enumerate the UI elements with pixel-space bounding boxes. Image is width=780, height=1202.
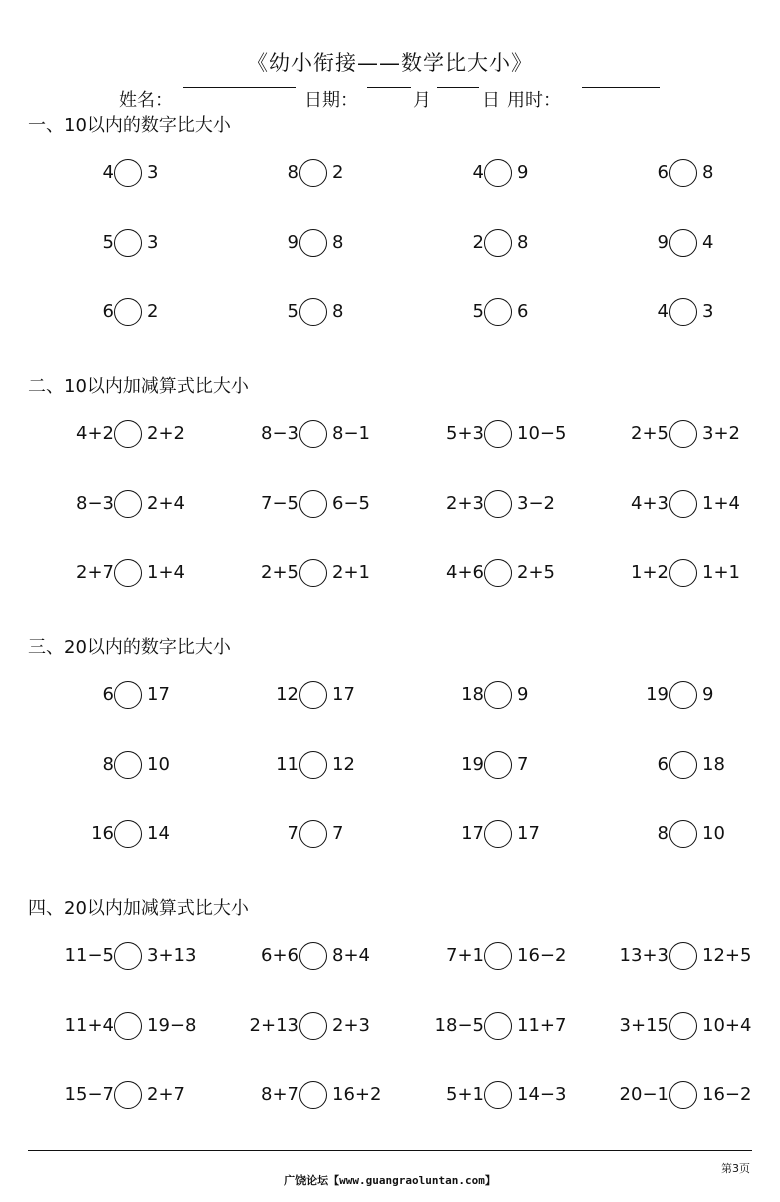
left-operand: 6 — [102, 684, 114, 705]
right-operand: 17 — [517, 823, 540, 844]
right-operand: 8 — [702, 162, 714, 183]
right-operand: 18 — [702, 754, 725, 775]
site-name: 广饶论坛【 — [284, 1174, 340, 1187]
answer-circle[interactable] — [114, 1081, 142, 1109]
answer-circle[interactable] — [114, 751, 142, 779]
right-operand: 11+7 — [517, 1015, 567, 1036]
right-operand: 6−5 — [332, 493, 370, 514]
right-operand: 8 — [332, 232, 344, 253]
right-operand: 10+4 — [702, 1015, 752, 1036]
answer-circle[interactable] — [484, 559, 512, 587]
right-operand: 16+2 — [332, 1084, 382, 1105]
answer-circle[interactable] — [114, 298, 142, 326]
right-operand: 14−3 — [517, 1084, 567, 1105]
time-blank[interactable] — [582, 87, 660, 88]
left-operand: 2+7 — [76, 562, 114, 583]
left-operand: 18−5 — [434, 1015, 484, 1036]
right-operand: 7 — [517, 754, 529, 775]
left-operand: 5 — [102, 232, 114, 253]
comparison-problem — [583, 296, 780, 328]
left-operand: 17 — [461, 823, 484, 844]
comparison-problem — [28, 818, 228, 850]
left-operand: 1+2 — [631, 562, 669, 583]
right-operand: 2 — [147, 301, 159, 322]
left-operand: 2+13 — [249, 1015, 299, 1036]
date-label: 日期： — [304, 90, 358, 111]
name-blank[interactable] — [183, 87, 296, 88]
right-operand: 3+13 — [147, 945, 197, 966]
left-operand: 3+15 — [619, 1015, 669, 1036]
right-operand: 2+5 — [517, 562, 555, 583]
comparison-problem — [583, 1079, 780, 1111]
comparison-problem — [398, 1010, 598, 1042]
right-operand: 2+1 — [332, 562, 370, 583]
left-operand: 5+3 — [446, 423, 484, 444]
right-operand: 8+4 — [332, 945, 370, 966]
answer-circle[interactable] — [114, 559, 142, 587]
comparison-problem — [28, 1010, 228, 1042]
site-close: 】 — [484, 1174, 496, 1187]
comparison-problem — [398, 1079, 598, 1111]
answer-circle[interactable] — [669, 942, 697, 970]
comparison-problem — [398, 418, 598, 450]
right-operand: 2+2 — [147, 423, 185, 444]
answer-circle[interactable] — [484, 751, 512, 779]
right-operand: 1+1 — [702, 562, 740, 583]
left-operand: 2 — [472, 232, 484, 253]
comparison-problem — [583, 1010, 780, 1042]
answer-circle[interactable] — [669, 751, 697, 779]
comparison-problem — [213, 940, 413, 972]
comparison-problem — [213, 296, 413, 328]
comparison-problem — [213, 227, 413, 259]
left-operand: 18 — [461, 684, 484, 705]
day-label: 日 — [482, 90, 500, 111]
left-operand: 11+4 — [64, 1015, 114, 1036]
comparison-problem — [398, 940, 598, 972]
left-operand: 8 — [102, 754, 114, 775]
left-operand: 8 — [657, 823, 669, 844]
comparison-problem — [28, 488, 228, 520]
answer-circle[interactable] — [299, 820, 327, 848]
answer-circle[interactable] — [484, 681, 512, 709]
left-operand: 12 — [276, 684, 299, 705]
answer-circle[interactable] — [669, 559, 697, 587]
comparison-problem — [583, 818, 780, 850]
answer-circle[interactable] — [114, 681, 142, 709]
comparison-problem — [398, 818, 598, 850]
name-label: 姓名： — [119, 90, 173, 111]
section-title: 四、20以内加减算式比大小 — [28, 898, 249, 919]
comparison-problem — [398, 557, 598, 589]
left-operand: 7+1 — [446, 945, 484, 966]
answer-circle[interactable] — [669, 420, 697, 448]
right-operand: 12+5 — [702, 945, 752, 966]
right-operand: 10 — [147, 754, 170, 775]
comparison-problem — [583, 418, 780, 450]
left-operand: 2+5 — [261, 562, 299, 583]
answer-circle[interactable] — [669, 1012, 697, 1040]
month-blank[interactable] — [367, 87, 411, 88]
day-blank[interactable] — [437, 87, 479, 88]
footer-divider — [28, 1150, 752, 1151]
answer-circle[interactable] — [669, 490, 697, 518]
comparison-problem — [583, 157, 780, 189]
right-operand: 10−5 — [517, 423, 567, 444]
right-operand: 9 — [517, 684, 529, 705]
left-operand: 19 — [461, 754, 484, 775]
left-operand: 5 — [472, 301, 484, 322]
month-label: 月 — [413, 90, 431, 111]
comparison-problem — [213, 488, 413, 520]
time-label: 用时： — [507, 90, 561, 111]
answer-circle[interactable] — [299, 751, 327, 779]
right-operand: 17 — [147, 684, 170, 705]
answer-circle[interactable] — [669, 1081, 697, 1109]
comparison-problem — [28, 1079, 228, 1111]
left-operand: 4 — [472, 162, 484, 183]
left-operand: 6 — [657, 162, 669, 183]
right-operand: 2+4 — [147, 493, 185, 514]
answer-circle[interactable] — [484, 159, 512, 187]
answer-circle[interactable] — [484, 1081, 512, 1109]
left-operand: 2+5 — [631, 423, 669, 444]
right-operand: 2+3 — [332, 1015, 370, 1036]
right-operand: 2+7 — [147, 1084, 185, 1105]
right-operand: 16−2 — [702, 1084, 752, 1105]
right-operand: 6 — [517, 301, 529, 322]
left-operand: 8 — [287, 162, 299, 183]
comparison-problem — [398, 679, 598, 711]
comparison-problem — [28, 157, 228, 189]
right-operand: 8 — [517, 232, 529, 253]
comparison-problem — [398, 296, 598, 328]
section-title: 二、10以内加减算式比大小 — [28, 376, 249, 397]
right-operand: 9 — [702, 684, 714, 705]
page-title: 《幼小衔接——数学比大小》 — [247, 51, 533, 75]
left-operand: 15−7 — [64, 1084, 114, 1105]
left-operand: 9 — [287, 232, 299, 253]
left-operand: 4+2 — [76, 423, 114, 444]
left-operand: 8−3 — [261, 423, 299, 444]
comparison-problem — [213, 557, 413, 589]
right-operand: 10 — [702, 823, 725, 844]
comparison-problem — [28, 749, 228, 781]
comparison-problem — [398, 157, 598, 189]
answer-circle[interactable] — [484, 820, 512, 848]
left-operand: 5+1 — [446, 1084, 484, 1105]
student-info-line — [0, 87, 780, 115]
answer-circle[interactable] — [669, 159, 697, 187]
comparison-problem — [213, 1079, 413, 1111]
answer-circle[interactable] — [299, 942, 327, 970]
site-url: www.guangraoluntan.com — [339, 1174, 485, 1187]
comparison-problem — [583, 488, 780, 520]
left-operand: 20−1 — [619, 1084, 669, 1105]
comparison-problem — [583, 749, 780, 781]
left-operand: 7 — [287, 823, 299, 844]
answer-circle[interactable] — [299, 559, 327, 587]
right-operand: 8−1 — [332, 423, 370, 444]
right-operand: 8 — [332, 301, 344, 322]
footer-site — [0, 1172, 780, 1188]
answer-circle[interactable] — [114, 420, 142, 448]
comparison-problem — [28, 557, 228, 589]
right-operand: 3 — [702, 301, 714, 322]
answer-circle[interactable] — [299, 1012, 327, 1040]
right-operand: 3 — [147, 232, 159, 253]
answer-circle[interactable] — [669, 229, 697, 257]
right-operand: 4 — [702, 232, 714, 253]
comparison-problem — [28, 679, 228, 711]
left-operand: 6 — [657, 754, 669, 775]
answer-circle[interactable] — [114, 490, 142, 518]
answer-circle[interactable] — [299, 681, 327, 709]
left-operand: 6 — [102, 301, 114, 322]
comparison-problem — [213, 818, 413, 850]
comparison-problem — [583, 557, 780, 589]
comparison-problem — [213, 749, 413, 781]
comparison-problem — [213, 1010, 413, 1042]
right-operand: 19−8 — [147, 1015, 197, 1036]
comparison-problem — [213, 679, 413, 711]
answer-circle[interactable] — [484, 298, 512, 326]
section-title: 一、10以内的数字比大小 — [28, 115, 231, 136]
right-operand: 7 — [332, 823, 344, 844]
answer-circle[interactable] — [299, 298, 327, 326]
answer-circle[interactable] — [114, 1012, 142, 1040]
right-operand: 1+4 — [147, 562, 185, 583]
comparison-problem — [398, 488, 598, 520]
right-operand: 3−2 — [517, 493, 555, 514]
comparison-problem — [583, 227, 780, 259]
left-operand: 4 — [657, 301, 669, 322]
answer-circle[interactable] — [669, 820, 697, 848]
answer-circle[interactable] — [114, 159, 142, 187]
left-operand: 11 — [276, 754, 299, 775]
right-operand: 2 — [332, 162, 344, 183]
right-operand: 12 — [332, 754, 355, 775]
left-operand: 19 — [646, 684, 669, 705]
left-operand: 2+3 — [446, 493, 484, 514]
answer-circle[interactable] — [299, 490, 327, 518]
section-title: 三、20以内的数字比大小 — [28, 637, 231, 658]
right-operand: 3 — [147, 162, 159, 183]
left-operand: 4+6 — [446, 562, 484, 583]
answer-circle[interactable] — [484, 490, 512, 518]
right-operand: 17 — [332, 684, 355, 705]
left-operand: 7−5 — [261, 493, 299, 514]
answer-circle[interactable] — [114, 820, 142, 848]
comparison-problem — [398, 227, 598, 259]
right-operand: 9 — [517, 162, 529, 183]
left-operand: 16 — [91, 823, 114, 844]
comparison-problem — [28, 940, 228, 972]
answer-circle[interactable] — [114, 942, 142, 970]
left-operand: 4+3 — [631, 493, 669, 514]
comparison-problem — [583, 940, 780, 972]
answer-circle[interactable] — [484, 420, 512, 448]
comparison-problem — [583, 679, 780, 711]
answer-circle[interactable] — [484, 942, 512, 970]
left-operand: 4 — [102, 162, 114, 183]
left-operand: 6+6 — [261, 945, 299, 966]
answer-circle[interactable] — [484, 1012, 512, 1040]
right-operand: 14 — [147, 823, 170, 844]
right-operand: 1+4 — [702, 493, 740, 514]
right-operand: 16−2 — [517, 945, 567, 966]
answer-circle[interactable] — [299, 420, 327, 448]
answer-circle[interactable] — [669, 298, 697, 326]
comparison-problem — [213, 418, 413, 450]
left-operand: 5 — [287, 301, 299, 322]
answer-circle[interactable] — [484, 229, 512, 257]
comparison-problem — [213, 157, 413, 189]
left-operand: 8+7 — [261, 1084, 299, 1105]
right-operand: 3+2 — [702, 423, 740, 444]
answer-circle[interactable] — [669, 681, 697, 709]
left-operand: 11−5 — [64, 945, 114, 966]
answer-circle[interactable] — [299, 159, 327, 187]
page-number: 第3页 — [721, 1162, 750, 1175]
comparison-problem — [398, 749, 598, 781]
left-operand: 8−3 — [76, 493, 114, 514]
answer-circle[interactable] — [299, 229, 327, 257]
comparison-problem — [28, 296, 228, 328]
answer-circle[interactable] — [299, 1081, 327, 1109]
left-operand: 9 — [657, 232, 669, 253]
left-operand: 13+3 — [619, 945, 669, 966]
comparison-problem — [28, 227, 228, 259]
answer-circle[interactable] — [114, 229, 142, 257]
comparison-problem — [28, 418, 228, 450]
